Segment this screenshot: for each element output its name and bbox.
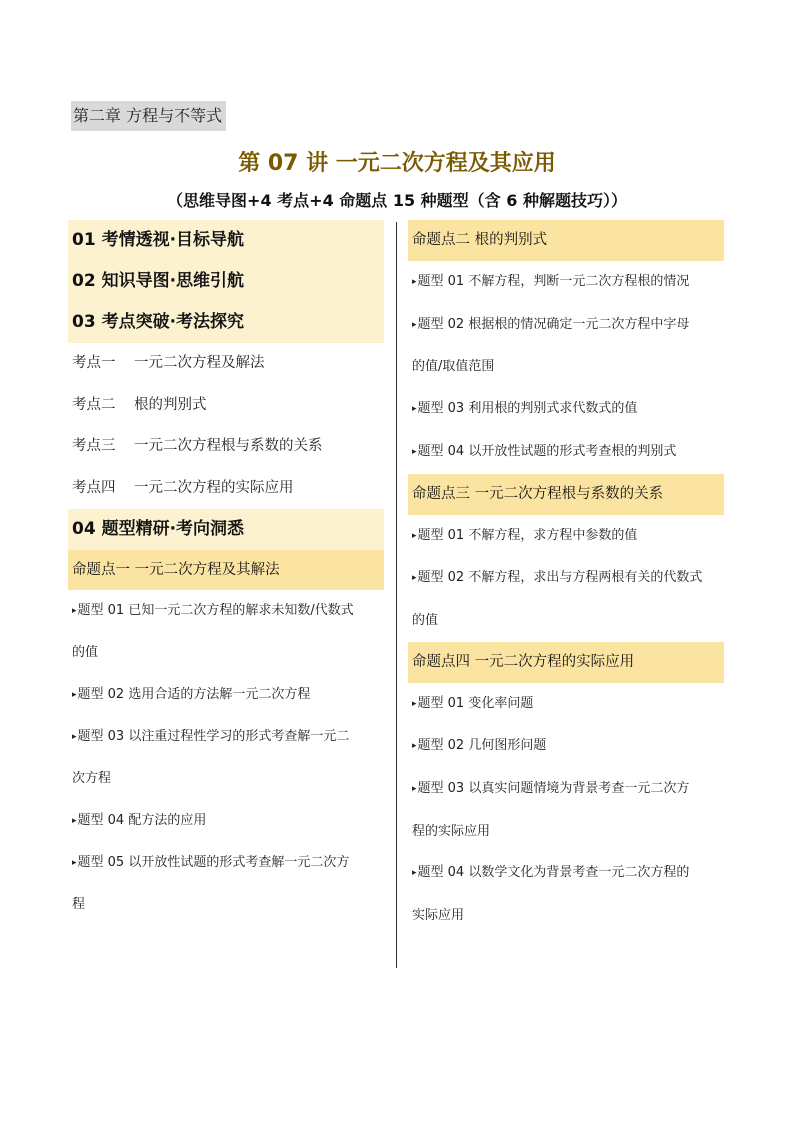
question-type-item[interactable] bbox=[408, 725, 724, 768]
question-type-line bbox=[68, 842, 384, 884]
question-type-item[interactable] bbox=[68, 800, 384, 842]
triangle-right-icon: ▸ bbox=[412, 404, 417, 415]
question-type-line bbox=[408, 811, 724, 853]
question-type-line bbox=[408, 895, 724, 937]
triangle-right-icon: ▸ bbox=[412, 319, 417, 330]
triangle-right-icon: ▸ bbox=[412, 530, 417, 541]
question-type-line bbox=[68, 674, 384, 716]
question-type-line bbox=[408, 261, 724, 304]
question-type-item[interactable] bbox=[408, 768, 724, 852]
question-type-text: 题型 03 以注重过程性学习的形式考查解一元二 bbox=[77, 729, 350, 744]
question-type-text: 实际应用 bbox=[412, 908, 465, 924]
question-type-text: 次方程 bbox=[72, 771, 112, 786]
kaodian-label: 考点四 bbox=[72, 479, 116, 496]
question-type-item[interactable] bbox=[408, 431, 724, 474]
section-heading[interactable]: 03 考点突破·考法探究 bbox=[68, 302, 384, 343]
triangle-right-icon: ▸ bbox=[412, 784, 417, 795]
question-type-line bbox=[408, 725, 724, 768]
left-item-list bbox=[68, 590, 384, 926]
question-type-item[interactable] bbox=[68, 674, 384, 716]
question-type-item[interactable] bbox=[408, 304, 724, 388]
section-heading[interactable]: 01 考情透视·目标导航 bbox=[68, 220, 384, 261]
question-type-text: 题型 01 不解方程，求方程中参数的值 bbox=[417, 527, 638, 543]
question-type-item[interactable] bbox=[408, 683, 724, 726]
question-type-text: 题型 02 选用合适的方法解一元二次方程 bbox=[77, 687, 311, 702]
question-type-item[interactable] bbox=[408, 388, 724, 431]
triangle-right-icon: ▸ bbox=[72, 858, 77, 868]
question-type-text: 题型 03 利用根的判别式求代数式的值 bbox=[417, 401, 638, 417]
question-type-line bbox=[68, 758, 384, 800]
kaodian-text: 根的判别式 bbox=[134, 396, 207, 413]
question-type-line bbox=[68, 800, 384, 842]
question-type-text: 的值 bbox=[412, 612, 439, 628]
question-type-line bbox=[408, 431, 724, 474]
triangle-right-icon: ▸ bbox=[72, 816, 77, 826]
question-type-item[interactable] bbox=[68, 842, 384, 926]
question-type-line bbox=[408, 600, 724, 642]
question-type-line bbox=[408, 852, 724, 895]
kaodian-item[interactable] bbox=[68, 385, 384, 427]
kaodian-text: 一元二次方程的实际应用 bbox=[134, 479, 294, 496]
question-type-text: 的值/取值范围 bbox=[412, 359, 495, 375]
question-type-text: 题型 01 变化率问题 bbox=[417, 695, 534, 711]
question-type-text: 题型 04 配方法的应用 bbox=[77, 813, 207, 828]
question-type-item[interactable] bbox=[408, 557, 724, 641]
triangle-right-icon: ▸ bbox=[412, 277, 417, 287]
column-divider bbox=[396, 222, 397, 968]
triangle-right-icon: ▸ bbox=[412, 446, 417, 457]
triangle-right-icon: ▸ bbox=[412, 698, 417, 709]
question-type-text: 题型 01 已知一元二次方程的解求未知数/代数式 bbox=[77, 603, 354, 618]
right-column bbox=[408, 220, 724, 937]
kaodian-label: 考点一 bbox=[72, 355, 116, 371]
question-type-item[interactable] bbox=[408, 515, 724, 558]
question-type-line bbox=[408, 388, 724, 431]
kaodian-item[interactable] bbox=[68, 468, 384, 510]
question-type-line bbox=[68, 590, 384, 632]
mingti-heading[interactable]: 命题点二 根的判别式 bbox=[408, 220, 724, 261]
mingti-heading[interactable]: 命题点四 一元二次方程的实际应用 bbox=[408, 642, 724, 683]
question-type-text: 题型 02 根据根的情况确定一元二次方程中字母 bbox=[417, 316, 690, 332]
question-type-text: 题型 03 以真实问题情境为背景考查一元二次方 bbox=[417, 781, 690, 797]
mingti-heading[interactable]: 命题点一 一元二次方程及其解法 bbox=[68, 550, 384, 590]
question-type-line bbox=[408, 683, 724, 726]
mingti-heading[interactable]: 命题点三 一元二次方程根与系数的关系 bbox=[408, 474, 724, 515]
question-type-text: 题型 05 以开放性试题的形式考查解一元二次方 bbox=[77, 855, 350, 870]
triangle-right-icon: ▸ bbox=[72, 690, 77, 700]
kaodian-label: 考点二 bbox=[72, 396, 116, 413]
triangle-right-icon: ▸ bbox=[412, 573, 417, 584]
chapter-label: 第二章 方程与不等式 bbox=[71, 101, 226, 131]
question-type-line bbox=[68, 716, 384, 758]
question-type-item[interactable] bbox=[408, 261, 724, 304]
question-type-text: 程的实际应用 bbox=[412, 823, 491, 839]
section-heading[interactable]: 02 知识导图·思维引航 bbox=[68, 261, 384, 302]
question-type-text: 题型 04 以开放性试题的形式考查根的判别式 bbox=[417, 443, 677, 459]
question-type-text: 程 bbox=[72, 897, 86, 912]
question-type-text: 题型 04 以数学文化为背景考查一元二次方程的 bbox=[417, 865, 690, 881]
question-type-line bbox=[408, 768, 724, 811]
question-type-item[interactable] bbox=[408, 852, 724, 936]
question-type-text: 题型 01 不解方程，判断一元二次方程根的情况 bbox=[417, 274, 690, 289]
question-type-text: 题型 02 几何图形问题 bbox=[417, 738, 547, 754]
kaodian-text: 一元二次方程及解法 bbox=[134, 355, 265, 371]
page-subtitle: （思维导图+4 考点+4 命题点 15 种题型（含 6 种解题技巧）） bbox=[167, 191, 627, 210]
question-type-line bbox=[408, 304, 724, 347]
triangle-right-icon: ▸ bbox=[72, 732, 77, 742]
question-type-text: 的值 bbox=[72, 645, 99, 660]
question-type-text: 题型 02 不解方程，求出与方程两根有关的代数式 bbox=[417, 570, 703, 586]
kaodian-item[interactable] bbox=[68, 343, 384, 385]
triangle-right-icon: ▸ bbox=[412, 741, 417, 752]
kaodian-item[interactable] bbox=[68, 426, 384, 468]
question-type-line bbox=[408, 515, 724, 558]
question-type-line bbox=[68, 884, 384, 926]
left-column bbox=[68, 220, 384, 926]
question-type-line bbox=[408, 346, 724, 388]
kaodian-label: 考点三 bbox=[72, 438, 116, 454]
triangle-right-icon: ▸ bbox=[72, 606, 77, 616]
question-type-line bbox=[408, 557, 724, 600]
question-type-line bbox=[68, 632, 384, 674]
section-heading[interactable]: 04 题型精研·考向洞悉 bbox=[68, 509, 384, 550]
triangle-right-icon: ▸ bbox=[412, 868, 417, 879]
question-type-item[interactable] bbox=[68, 716, 384, 800]
page-title: 第 07 讲 一元二次方程及其应用 bbox=[238, 151, 556, 176]
question-type-item[interactable] bbox=[68, 590, 384, 674]
kaodian-text: 一元二次方程根与系数的关系 bbox=[134, 438, 323, 454]
